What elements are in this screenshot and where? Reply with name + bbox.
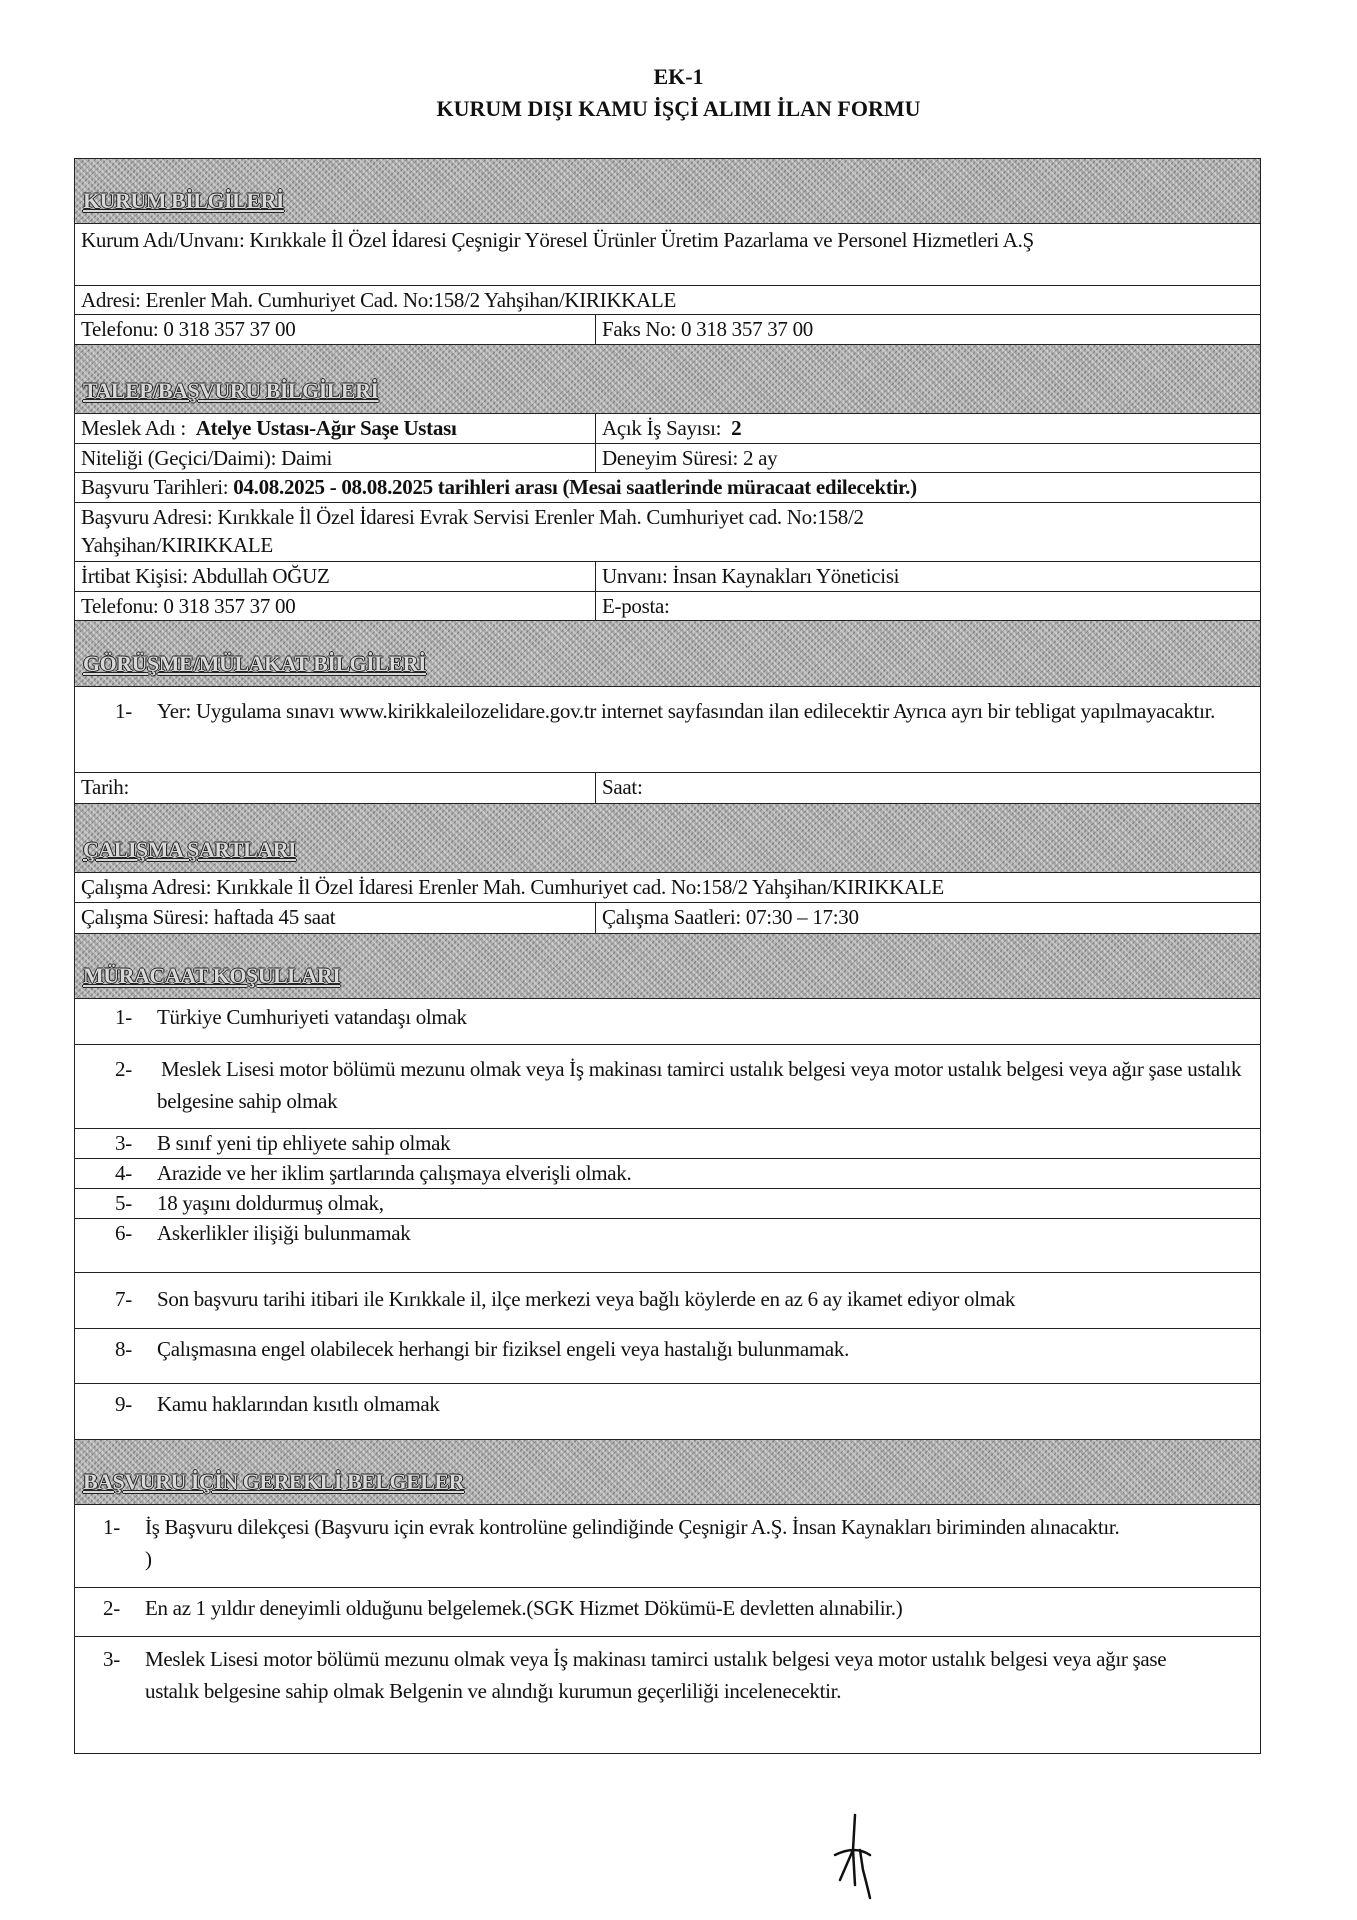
item-number: 1- bbox=[103, 1515, 120, 1539]
value: Atelye Ustası-Ağır Saşe Ustası bbox=[195, 416, 457, 440]
item-number: 8- bbox=[115, 1337, 132, 1361]
section-title: KURUM BİLGİLERİ bbox=[83, 188, 284, 213]
section-muracaat bbox=[75, 933, 1260, 998]
item-number: 1- bbox=[115, 1005, 132, 1029]
section-title: MÜRACAAT KOŞULLARI bbox=[83, 963, 341, 988]
saat: Saat: bbox=[602, 775, 643, 799]
list-item bbox=[115, 1189, 1250, 1217]
list-item bbox=[103, 1594, 1250, 1622]
label: Başvuru Tarihleri: bbox=[81, 475, 229, 499]
section-title: BAŞVURU İÇİN GEREKLİ BELGELER bbox=[83, 1469, 464, 1494]
section-belgeler bbox=[75, 1439, 1260, 1504]
label: Açık İş Sayısı: bbox=[602, 416, 722, 440]
item-text: Arazide ve her iklim şartlarında çalışmaya elverişli olmak. bbox=[157, 1161, 632, 1185]
item-text: Meslek Lisesi motor bölümü mezunu olmak veya İş makinası tamirci ustalık belgesi veya motor ustalık belgesi veya ağır şase ustalık belgesine sahip olmak Belgenin ve alındığı kurumun geçerliliği incelenecektir. bbox=[145, 1647, 1167, 1703]
deneyim: Deneyim Süresi: 2 ay bbox=[602, 446, 778, 470]
kurum-name: Kurum Adı/Unvanı: Kırıkkale İl Özel İdaresi Çeşnigir Yöresel Ürünler Üretim Pazarlama ve Personel Hizmetleri A.Ş bbox=[81, 228, 1034, 252]
kurum-address: Adresi: Erenler Mah. Cumhuriyet Cad. No:158/2 Yahşihan/KIRIKKALE bbox=[81, 288, 676, 312]
list-item bbox=[103, 1643, 1250, 1707]
list-item bbox=[115, 1219, 1250, 1247]
item-text: 18 yaşını doldurmuş olmak, bbox=[157, 1191, 384, 1215]
item-text: Yer: Uygulama sınavı www.kirikkaleilozelidare.gov.tr internet sayfasından ilan edilecektir Ayrıca ayrı bir tebligat yapılmayacaktır. bbox=[157, 699, 1216, 723]
section-calisma bbox=[75, 803, 1260, 872]
nitelik: Niteliği (Geçici/Daimi): Daimi bbox=[75, 444, 596, 472]
document-title: KURUM DIŞI KAMU İŞÇİ ALIMI İLAN FORMU bbox=[436, 96, 921, 121]
item-text: Askerlikler ilişiği bulunmamak bbox=[157, 1221, 411, 1245]
section-talep bbox=[75, 344, 1260, 413]
list-item bbox=[115, 1285, 1250, 1313]
value: 2 bbox=[731, 416, 742, 440]
irtibat: İrtibat Kişisi: Abdullah OĞUZ bbox=[75, 562, 596, 591]
item-number: 4- bbox=[115, 1161, 132, 1185]
signature bbox=[825, 1810, 885, 1900]
eposta: E-posta: bbox=[602, 594, 670, 618]
list-item bbox=[115, 695, 1250, 727]
item-number: 6- bbox=[115, 1221, 132, 1245]
section-title: TALEP/BAŞVURU BİLGİLERİ bbox=[83, 378, 379, 403]
label: Meslek Adı : bbox=[81, 416, 186, 440]
list-item bbox=[115, 1129, 1250, 1157]
calisma-suresi: Çalışma Süresi: haftada 45 saat bbox=[75, 903, 596, 933]
item-number: 3- bbox=[115, 1131, 132, 1155]
item-number: 3- bbox=[103, 1647, 120, 1671]
section-title: GÖRÜŞME/MÜLAKAT BİLGİLERİ bbox=[83, 651, 427, 676]
item-number: 7- bbox=[115, 1287, 132, 1311]
item-number: 2- bbox=[103, 1596, 120, 1620]
item-number: 5- bbox=[115, 1191, 132, 1215]
item-number: 9- bbox=[115, 1392, 132, 1416]
form-table bbox=[74, 158, 1261, 1754]
kurum-fax: Faks No: 0 318 357 37 00 bbox=[602, 317, 813, 341]
list-item bbox=[115, 1159, 1250, 1187]
item-text: B sınıf yeni tip ehliyete sahip olmak bbox=[157, 1131, 451, 1155]
meslek bbox=[75, 414, 596, 443]
list-item bbox=[115, 1390, 1250, 1418]
list-item bbox=[115, 1003, 1250, 1031]
tarih: Tarih: bbox=[75, 773, 596, 803]
item-text: En az 1 yıldır deneyimli olduğunu belgelemek.(SGK Hizmet Dökümü-E devletten alınabilir.) bbox=[145, 1596, 903, 1620]
list-item bbox=[115, 1053, 1250, 1117]
talep-phone: Telefonu: 0 318 357 37 00 bbox=[75, 592, 596, 620]
list-item bbox=[103, 1511, 1250, 1575]
item-text: Kamu haklarından kısıtlı olmamak bbox=[157, 1392, 440, 1416]
section-kurum bbox=[75, 159, 1260, 223]
unvan: Unvanı: İnsan Kaynakları Yöneticisi bbox=[602, 564, 900, 588]
item-number: 1- bbox=[115, 699, 132, 723]
item-text: Son başvuru tarihi itibari ile Kırıkkale il, ilçe merkezi veya bağlı köylerde en az 6 ay ikamet ediyor olmak bbox=[157, 1287, 1016, 1311]
kurum-phone: Telefonu: 0 318 357 37 00 bbox=[75, 315, 596, 344]
calisma-saatleri: Çalışma Saatleri: 07:30 – 17:30 bbox=[602, 905, 859, 929]
basvuru-adresi: Başvuru Adresi: Kırıkkale İl Özel İdaresi Evrak Servisi Erenler Mah. Cumhuriyet cad. No:158/2 Yahşihan/KIRIKKALE bbox=[81, 505, 864, 557]
acik-is-sayisi bbox=[596, 414, 1260, 443]
item-text: Çalışmasına engel olabilecek herhangi bir fiziksel engeli veya hastalığı bulunmamak. bbox=[157, 1337, 850, 1361]
item-text: Meslek Lisesi motor bölümü mezunu olmak veya İş makinası tamirci ustalık belgesi veya motor ustalık belgesi veya ağır şase ustalık belgesine sahip olmak bbox=[157, 1057, 1242, 1113]
section-gorusme bbox=[75, 620, 1260, 686]
section-title: ÇALIŞMA ŞARTLARI bbox=[83, 837, 297, 862]
item-number: 2- bbox=[115, 1057, 132, 1081]
item-text: Türkiye Cumhuriyeti vatandaşı olmak bbox=[157, 1005, 467, 1029]
calisma-adresi: Çalışma Adresi: Kırıkkale İl Özel İdaresi Erenler Mah. Cumhuriyet cad. No:158/2 Yahşihan/KIRIKKALE bbox=[81, 875, 944, 899]
item-text: İş Başvuru dilekçesi (Başvuru için evrak kontrolüne gelindiğinde Çeşnigir A.Ş. İnsan Kaynakları biriminden alınacaktır. ) bbox=[145, 1515, 1120, 1571]
basvuru-tarihleri bbox=[75, 473, 1260, 502]
annex-label: EK-1 bbox=[653, 64, 704, 89]
value: 04.08.2025 - 08.08.2025 tarihleri arası (Mesai saatlerinde müracaat edilecektir.) bbox=[233, 475, 917, 499]
list-item bbox=[115, 1335, 1250, 1363]
